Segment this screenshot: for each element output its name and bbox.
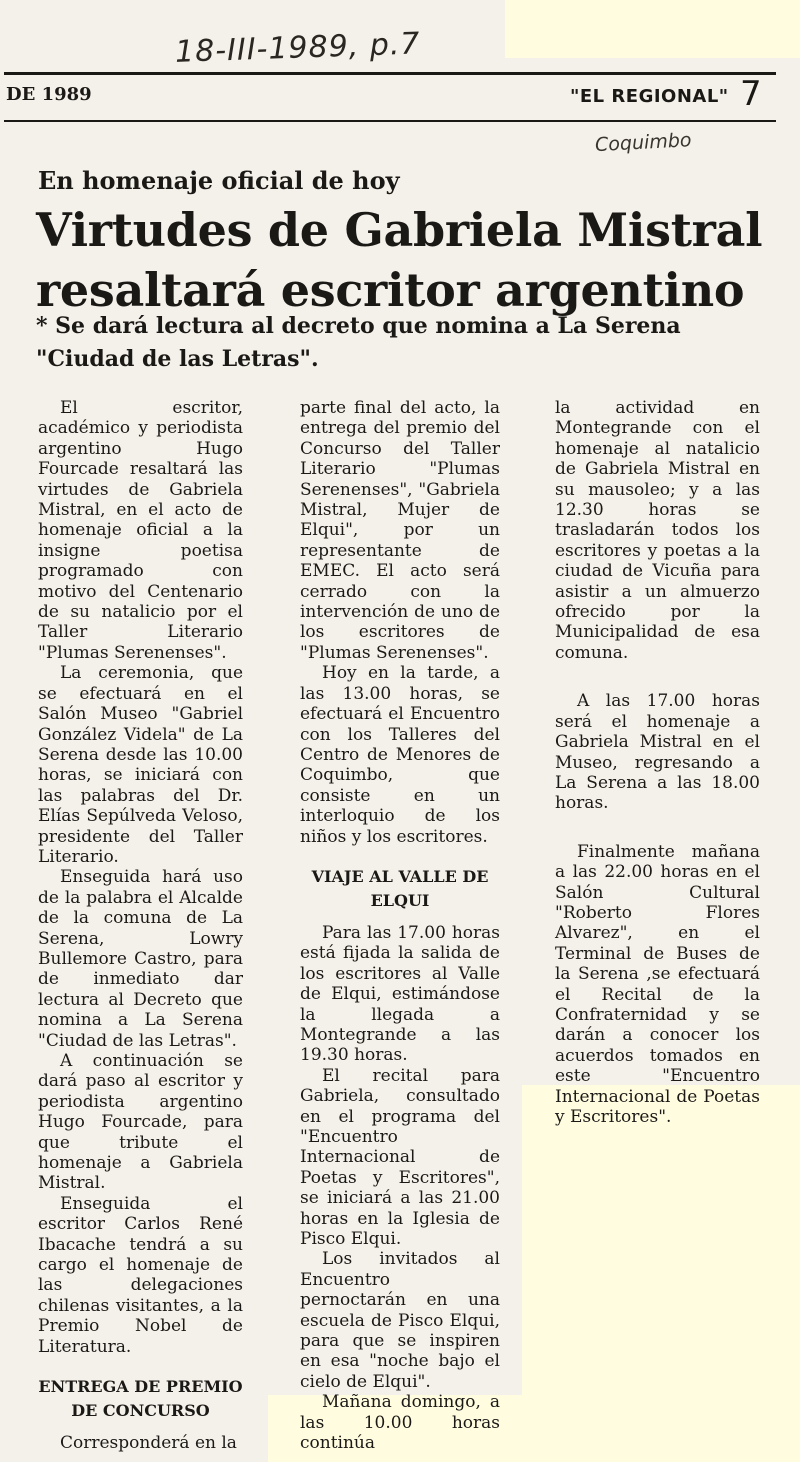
section-subtitle: ENTREGA DE PREMIO DE CONCURSO	[38, 1377, 243, 1421]
article-kicker: En homenaje oficial de hoy	[38, 166, 400, 195]
article-column-1	[38, 398, 243, 1454]
handwritten-date: 18-III-1989, p.7	[174, 26, 421, 70]
paragraph: Finalmente mañana a las 22.00 horas en el Salón Cultural "Roberto Flores Alvarez", en el Terminal de Buses de la Serena ,se efectuará el Recital de la Confraternidad y se darán a conocer los acuerdos tomados en este "Encuentro Internacional de Poetas y Escritores".	[555, 841, 760, 1127]
paragraph: Mañana domingo, a las 10.00 horas continúa	[300, 1392, 500, 1454]
article-subhead	[36, 310, 756, 376]
header-rule-bottom	[4, 120, 776, 122]
paragraph: A las 17.00 horas será el homenaje a Gabriela Mistral en el Museo, regresando a La Serena a las 18.00 horas.	[555, 691, 760, 814]
paragraph: El recital para Gabriela, consultado en el programa del "Encuentro Internacional de Poetas y Escritores", se iniciará a las 21.00 horas en la Iglesia de Pisco Elqui.	[300, 1065, 500, 1250]
paragraph: La ceremonia, que se efectuará en el Salón Museo "Gabriel González Videla" de La Serena desde las 10.00 horas, se iniciará con las palabras del Dr. Elías Sepúlveda Veloso, presidente del Taller Literario.	[38, 663, 243, 867]
paragraph-gap	[555, 814, 760, 842]
paragraph: Para las 17.00 horas está fijada la salida de los escritores al Valle de Elqui, estimándose la llegada a Montegrande a las 19.30 horas.	[300, 922, 500, 1066]
paragraph: Los invitados al Encuentro pernoctarán en una escuela de Pisco Elqui, para que se inspiren en esa "noche bajo el cielo de Elqui".	[300, 1249, 500, 1392]
section-subtitle: VIAJE AL VALLE DE ELQUI	[311, 866, 489, 910]
header-date: DE 1989	[6, 84, 92, 105]
paragraph: parte final del acto, la entrega del premio del Concurso del Taller Literario "Plumas Serenenses", "Gabriela Mistral, Mujer de Elqui", por un representante de EMEC. El acto será cerrado con la intervención de uno de los escritores de "Plumas Serenenses".	[300, 398, 500, 663]
subhead-line-2: "Ciudad de las Letras".	[36, 346, 319, 372]
paragraph: la actividad en Montegrande con el homenaje al natalicio de Gabriela Mistral en su mausoleo; y a las 12.30 horas se trasladarán todos los escritores y poetas a la ciudad de Vicuña para asistir a un almuerzo ofrecido por la Municipalidad de esa comuna.	[555, 398, 760, 663]
handwritten-place: Coquimbo	[594, 129, 693, 157]
article-headline: Virtudes de Gabriela Mistral resaltará escritor argentino	[36, 203, 763, 317]
paragraph: Hoy en la tarde, a las 13.00 horas, se efectuará el Encuentro con los Talleres del Centro de Menores de Coquimbo, que consiste en un interloquio de los niños y los escritores.	[300, 663, 500, 847]
paragraph-gap	[555, 663, 760, 691]
newspaper-name: "EL REGIONAL"	[570, 86, 729, 107]
header-rule-top	[4, 72, 776, 75]
article-column-3	[555, 398, 760, 1127]
page-number: 7	[740, 74, 762, 114]
paragraph: El escritor, académico y periodista argentino Hugo Fourcade resaltará las virtudes de Gabriela Mistral, en el acto de homenaje oficial a la insigne poetisa programado con motivo del Centenario de su natalicio por el Taller Literario "Plumas Serenenses".	[38, 398, 243, 663]
subhead-line-1: * Se dará lectura al decreto que nomina a La Serena	[36, 313, 681, 339]
paragraph: Enseguida el escritor Carlos René Ibacache tendrá a su cargo el homenaje de las delegaciones chilenas visitantes, a la Premio Nobel de Literatura.	[38, 1193, 243, 1357]
paragraph: Corresponderá en la	[60, 1433, 237, 1454]
paragraph: Enseguida hará uso de la palabra el Alcalde de la comuna de La Serena, Lowry Bullemore Castro, para de inmediato dar lectura al Decreto que nomina a La Serena "Ciudad de las Letras".	[38, 867, 243, 1051]
paragraph: A continuación se dará paso al escritor y periodista argentino Hugo Fourcade, para que tribute el homenaje a Gabriela Mistral.	[38, 1051, 243, 1194]
article-column-2	[300, 398, 500, 1454]
